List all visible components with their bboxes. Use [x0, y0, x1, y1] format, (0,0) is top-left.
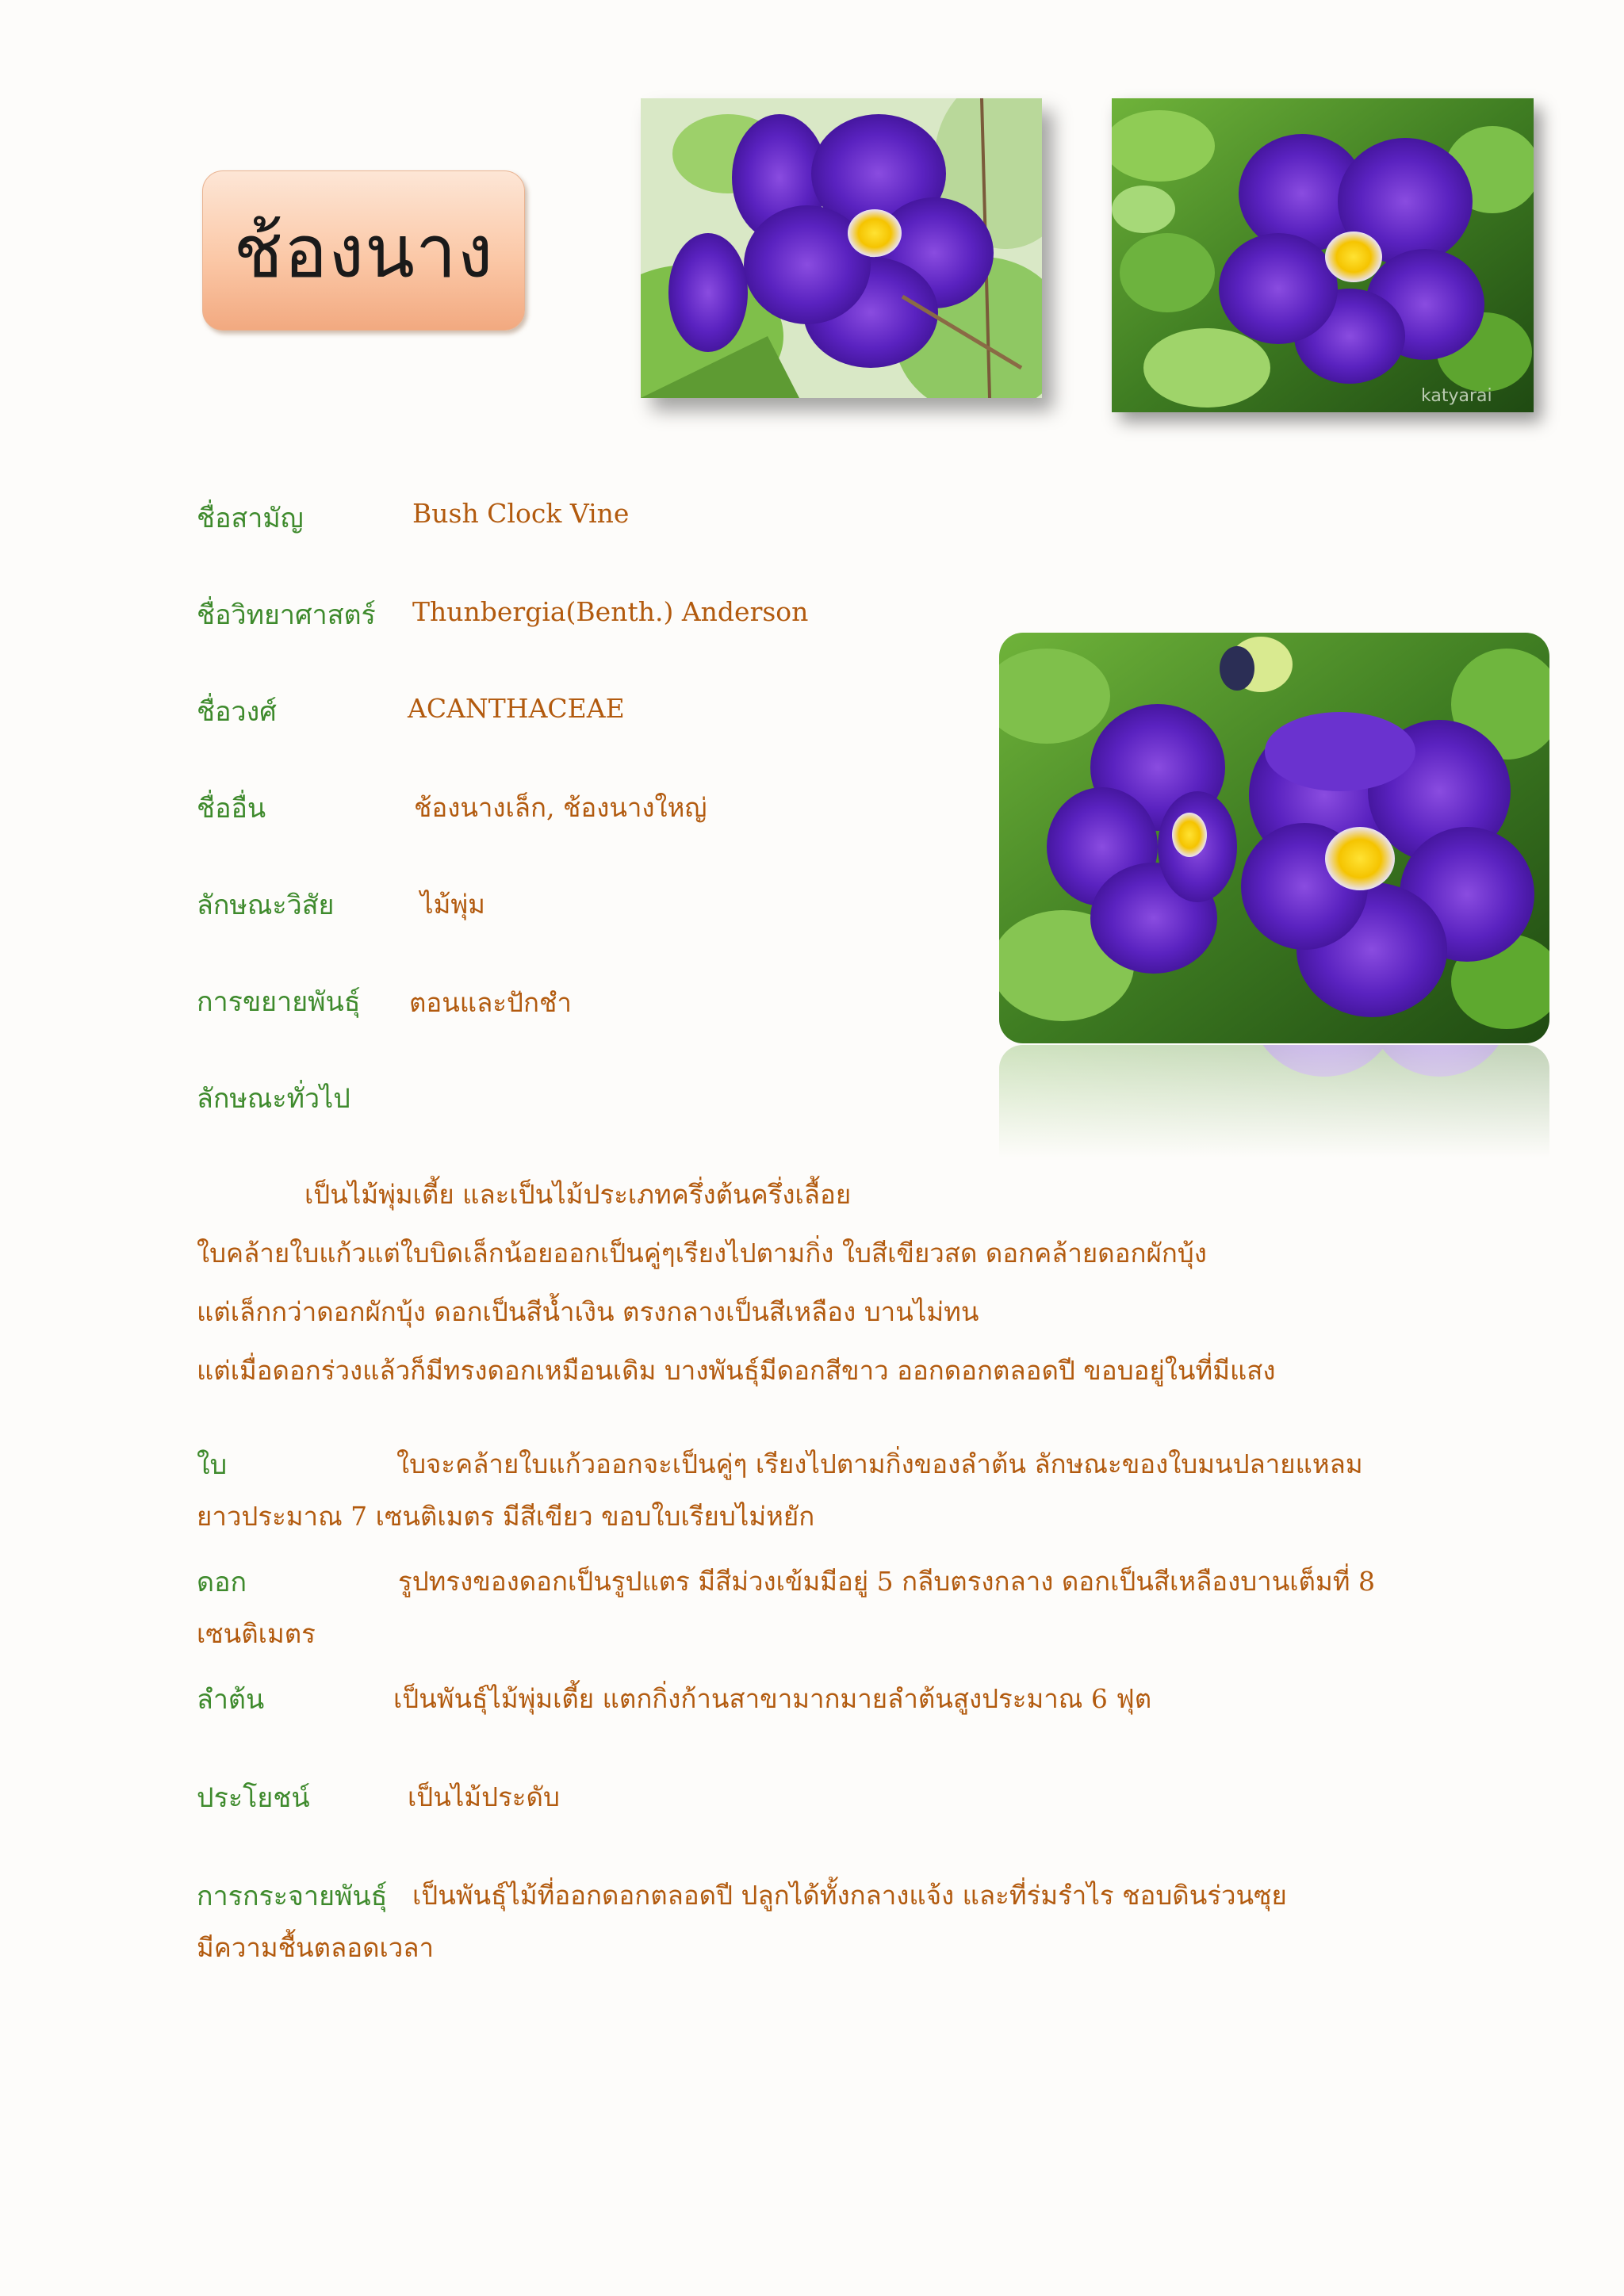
title-box — [202, 170, 525, 331]
propagation-value: ตอนและปักชำ — [409, 987, 572, 1018]
other-names-value: ช้องนางเล็ก, ช้องนางใหญ่ — [414, 792, 707, 823]
habit-label: ลักษณะวิสัย — [197, 890, 335, 921]
common-name-label: ชื่อสามัญ — [197, 503, 304, 534]
common-name-value: Bush Clock Vine — [412, 498, 630, 529]
leaf-line-1: ใบจะคล้ายใบแก้วออกจะเป็นคู่ๆ เรียงไปตามกิ่งของลำต้น ลักษณะของใบมนปลายแหลม — [396, 1448, 1363, 1479]
distribution-line-2: มีความชื้นตลอดเวลา — [197, 1932, 435, 1963]
flower-photo-2 — [1112, 98, 1534, 412]
family-value: ACANTHACEAE — [408, 693, 625, 724]
scientific-name-value: Thunbergia(Benth.) Anderson — [412, 596, 809, 627]
general-line-2: ใบคล้ายใบแก้วแต่ใบบิดเล็กน้อยออกเป็นคู่ๆเรียงไปตามกิ่ง ใบสีเขียวสด ดอกคล้ายดอกผักบุ้ง — [197, 1238, 1207, 1269]
flower-photo-1 — [641, 98, 1042, 398]
stem-label: ลำต้น — [197, 1684, 265, 1716]
scientific-name-label: ชื่อวิทยาศาสตร์ — [197, 599, 376, 631]
general-line-4: แต่เมื่อดอกร่วงแล้วก็มีทรงดอกเหมือนเดิม บางพันธุ์มีดอกสีขาว ออกดอกตลอดปี ขอบอยู่ในที่มีแสง — [197, 1355, 1276, 1386]
benefit-label: ประโยชน์ — [197, 1782, 310, 1814]
svg-text:katyarai: katyarai — [1421, 386, 1492, 406]
page-title: ช้องนาง — [233, 209, 494, 294]
stem-line-1: เป็นพันธุ์ไม้พุ่มเตี้ย แตกกิ่งก้านสาขามากมายลำต้นสูงประมาณ 6 ฟุต — [393, 1683, 1152, 1714]
general-line-3: แต่เล็กกว่าดอกผักบุ้ง ดอกเป็นสีน้ำเงิน ตรงกลางเป็นสีเหลือง บานไม่ทน — [197, 1296, 979, 1327]
flower-line-2: เซนติเมตร — [197, 1618, 316, 1649]
flower-line-1: รูปทรงของดอกเป็นรูปแตร มีสีม่วงเข้มมีอยู่ 5 กลีบตรงกลาง ดอกเป็นสีเหลืองบานเต็มที่ 8 — [398, 1566, 1375, 1597]
flower-photo-3-reflection — [999, 1045, 1549, 1164]
propagation-label: การขยายพันธุ์ — [197, 986, 361, 1018]
leaf-label: ใบ — [197, 1449, 228, 1481]
flower-photo-3 — [999, 633, 1549, 1043]
leaf-line-2: ยาวประมาณ 7 เซนติเมตร มีสีเขียว ขอบใบเรียบไม่หยัก — [197, 1501, 815, 1532]
general-line-1: เป็นไม้พุ่มเตี้ย และเป็นไม้ประเภทครึ่งต้นครึ่งเลื้อย — [304, 1179, 852, 1210]
other-names-label: ชื่ออื่น — [197, 793, 266, 825]
habit-value: ไม้พุ่ม — [420, 889, 485, 920]
benefit-value: เป็นไม้ประดับ — [408, 1781, 560, 1812]
flower-label: ดอก — [197, 1567, 247, 1598]
distribution-line-1: เป็นพันธุ์ไม้ที่ออกดอกตลอดปี ปลูกได้ทั้งกลางแจ้ง และที่ร่มรำไร ชอบดินร่วนซุย — [412, 1880, 1287, 1911]
family-label: ชื่อวงศ์ — [197, 696, 277, 728]
distribution-label: การกระจายพันธุ์ — [197, 1881, 388, 1912]
general-label: ลักษณะทั่วไป — [197, 1083, 350, 1115]
